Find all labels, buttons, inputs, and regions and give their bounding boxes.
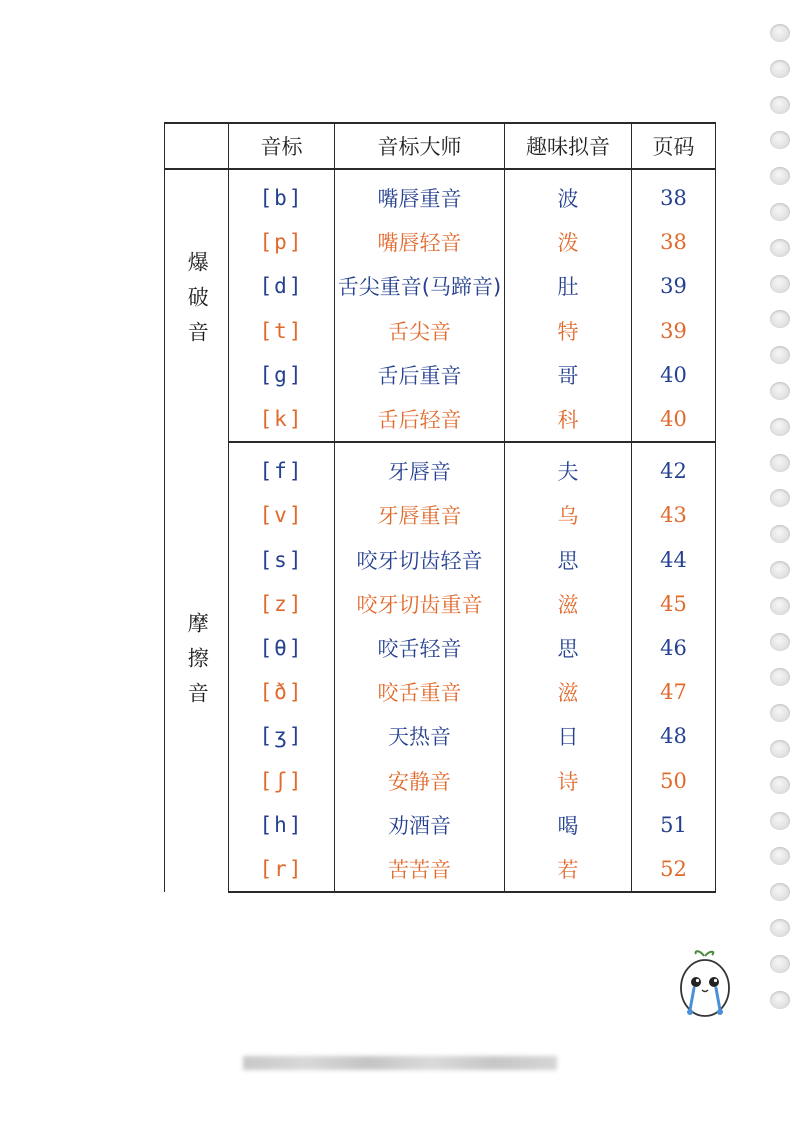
group-name: 摩擦音	[185, 612, 210, 718]
master-description: 舌后重音	[335, 353, 505, 397]
binder-hole-icon	[770, 561, 790, 579]
mimic-character: 滋	[505, 582, 632, 626]
binder-hole-icon	[770, 991, 790, 1009]
master-description: 舌尖重音(马蹄音)	[335, 264, 505, 308]
table-row	[165, 582, 716, 626]
table-body	[165, 169, 716, 892]
master-description: 天热音	[335, 714, 505, 758]
phonetic-symbol: [s]	[229, 538, 335, 582]
phonetic-symbol: [ʒ]	[229, 714, 335, 758]
binder-hole-icon	[770, 275, 790, 293]
phonetic-symbol: [d]	[229, 264, 335, 308]
mimic-character: 哥	[505, 353, 632, 397]
page-number: 40	[632, 397, 716, 442]
page-number: 46	[632, 626, 716, 670]
binder-hole-icon	[770, 131, 790, 149]
master-description: 舌尖音	[335, 309, 505, 353]
page-number: 43	[632, 493, 716, 537]
page-number: 39	[632, 309, 716, 353]
phonetic-symbol: [v]	[229, 493, 335, 537]
binder-hole-icon	[770, 597, 790, 615]
page-number: 52	[632, 847, 716, 892]
binder-hole-icon	[770, 812, 790, 830]
page-number: 38	[632, 220, 716, 264]
binder-hole-icon	[770, 633, 790, 651]
page-number: 38	[632, 169, 716, 220]
mimic-character: 波	[505, 169, 632, 220]
page-number: 50	[632, 758, 716, 802]
mimic-character: 夫	[505, 442, 632, 493]
table-row	[165, 714, 716, 758]
master-description: 咬舌轻音	[335, 626, 505, 670]
table-row	[165, 220, 716, 264]
table-row	[165, 397, 716, 442]
master-description: 咬牙切齿重音	[335, 582, 505, 626]
binder-holes	[770, 24, 792, 1026]
binder-hole-icon	[770, 418, 790, 436]
page-number: 45	[632, 582, 716, 626]
table-row	[165, 264, 716, 308]
group-label	[165, 442, 229, 892]
binder-hole-icon	[770, 919, 790, 937]
table-row	[165, 538, 716, 582]
binder-hole-icon	[770, 382, 790, 400]
table-row	[165, 847, 716, 892]
table-row	[165, 442, 716, 493]
page-number: 42	[632, 442, 716, 493]
binder-hole-icon	[770, 96, 790, 114]
binder-hole-icon	[770, 24, 790, 42]
binder-hole-icon	[770, 525, 790, 543]
phonetic-symbol: [ð]	[229, 670, 335, 714]
phonetic-symbol: [h]	[229, 803, 335, 847]
phonetic-symbol: [p]	[229, 220, 335, 264]
table-row	[165, 626, 716, 670]
phonetic-symbol: [f]	[229, 442, 335, 493]
binder-hole-icon	[770, 346, 790, 364]
mimic-character: 思	[505, 538, 632, 582]
binder-hole-icon	[770, 955, 790, 973]
binder-hole-icon	[770, 310, 790, 328]
table-row	[165, 758, 716, 802]
header-category	[165, 123, 229, 169]
table-row	[165, 309, 716, 353]
header-mimic: 趣味拟音	[505, 123, 632, 169]
binder-hole-icon	[770, 203, 790, 221]
phonetic-symbol: [g]	[229, 353, 335, 397]
ipa-phonics-table	[164, 122, 716, 893]
master-description: 苦苦音	[335, 847, 505, 892]
master-description: 嘴唇重音	[335, 169, 505, 220]
master-description: 咬舌重音	[335, 670, 505, 714]
mimic-character: 肚	[505, 264, 632, 308]
page-number: 51	[632, 803, 716, 847]
binder-hole-icon	[770, 704, 790, 722]
mimic-character: 喝	[505, 803, 632, 847]
binder-hole-icon	[770, 60, 790, 78]
binder-hole-icon	[770, 167, 790, 185]
master-description: 舌后轻音	[335, 397, 505, 442]
table-row	[165, 493, 716, 537]
page-number: 44	[632, 538, 716, 582]
master-description: 牙唇音	[335, 442, 505, 493]
header-symbol: 音标	[229, 123, 335, 169]
mimic-character: 泼	[505, 220, 632, 264]
binder-hole-icon	[770, 668, 790, 686]
blurred-watermark	[243, 1056, 557, 1070]
master-description: 嘴唇轻音	[335, 220, 505, 264]
binder-hole-icon	[770, 454, 790, 472]
mimic-character: 若	[505, 847, 632, 892]
group-label	[165, 169, 229, 442]
table-row	[165, 803, 716, 847]
page-number: 48	[632, 714, 716, 758]
binder-hole-icon	[770, 776, 790, 794]
table-row	[165, 670, 716, 714]
phonetic-symbol: [r]	[229, 847, 335, 892]
binder-hole-icon	[770, 489, 790, 507]
page-number: 39	[632, 264, 716, 308]
phonetic-symbol: [k]	[229, 397, 335, 442]
binder-hole-icon	[770, 239, 790, 257]
group-name: 爆破音	[185, 251, 210, 357]
master-description: 牙唇重音	[335, 493, 505, 537]
mimic-character: 乌	[505, 493, 632, 537]
mimic-character: 滋	[505, 670, 632, 714]
binder-hole-icon	[770, 883, 790, 901]
mimic-character: 日	[505, 714, 632, 758]
phonetic-symbol: [z]	[229, 582, 335, 626]
master-description: 劝酒音	[335, 803, 505, 847]
phonetic-symbol: [θ]	[229, 626, 335, 670]
mimic-character: 科	[505, 397, 632, 442]
mimic-character: 诗	[505, 758, 632, 802]
crying-mascot-icon	[674, 948, 736, 1026]
header-master: 音标大师	[335, 123, 505, 169]
master-description: 安静音	[335, 758, 505, 802]
header-page: 页码	[632, 123, 716, 169]
phonetic-symbol: [ʃ]	[229, 758, 335, 802]
mimic-character: 特	[505, 309, 632, 353]
table-row	[165, 169, 716, 220]
table-header-row	[165, 123, 716, 169]
page-number: 47	[632, 670, 716, 714]
binder-hole-icon	[770, 847, 790, 865]
phonetic-symbol: [b]	[229, 169, 335, 220]
mimic-character: 思	[505, 626, 632, 670]
binder-hole-icon	[770, 740, 790, 758]
master-description: 咬牙切齿轻音	[335, 538, 505, 582]
table-row	[165, 353, 716, 397]
page-number: 40	[632, 353, 716, 397]
phonetic-symbol: [t]	[229, 309, 335, 353]
